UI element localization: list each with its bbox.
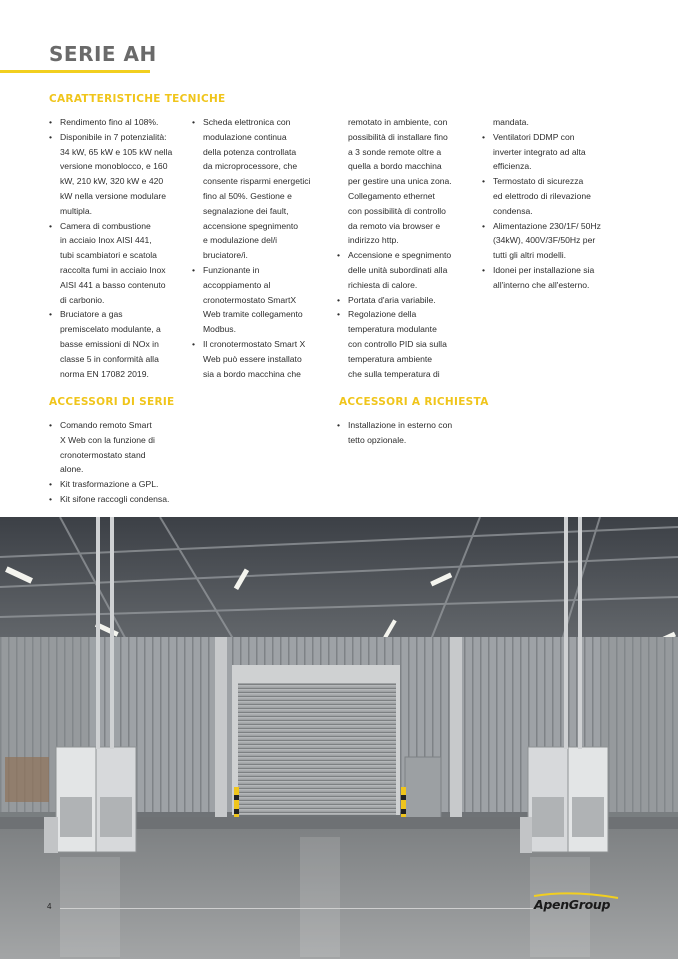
- tech-column-2: [192, 115, 342, 381]
- bullet-list: [49, 115, 189, 381]
- text-line: consente risparmi energetici: [203, 176, 311, 187]
- tech-column-1: [49, 115, 189, 381]
- text-line: Collegamento ethernet: [348, 190, 435, 201]
- text-line: di carbonio.: [60, 294, 105, 305]
- list-item: [337, 418, 487, 448]
- footer-rule: [60, 908, 535, 909]
- optional-accessories-list: [337, 418, 487, 448]
- text-line: X Web con la funzione di: [60, 434, 155, 445]
- text-line: fino al 50%. Gestione e: [203, 190, 292, 201]
- list-item: [482, 219, 632, 263]
- text-line: basse emissioni di NOx in: [60, 338, 159, 349]
- page-number: 4: [47, 902, 52, 911]
- text-line: • Il cronotermostato Smart X: [203, 338, 306, 349]
- text-line: della potenza controllata: [203, 146, 297, 157]
- heading-technical: CARATTERISTICHE TECNICHE: [49, 93, 226, 105]
- text-line: • Funzionante in: [203, 264, 260, 275]
- text-line: quella a bordo macchina: [348, 161, 442, 172]
- text-line: da remoto via browser e: [348, 220, 441, 231]
- text-line: Web può essere installato: [203, 353, 302, 364]
- bullet-list: [49, 418, 199, 507]
- bullet-list: [482, 130, 632, 293]
- text-line: raccolta fumi in acciaio Inox: [60, 264, 166, 275]
- text-line: accensione spegnimento: [203, 220, 299, 231]
- text-line: segnalazione dei fault,: [203, 205, 289, 216]
- text-line: cronotermostato stand: [60, 449, 146, 460]
- list-item: [192, 115, 342, 263]
- text-line: • Alimentazione 230/1F/ 50Hz: [493, 220, 601, 231]
- list-item: [337, 248, 487, 292]
- text-line: accoppiamento al: [203, 279, 271, 290]
- text-line: tutti gli altri modelli.: [493, 250, 567, 261]
- text-line: Web tramite collegamento: [203, 309, 303, 320]
- text-line: bruciatore/i.: [203, 250, 248, 261]
- list-item: [49, 418, 199, 477]
- text-line: • Comando remoto Smart: [60, 420, 152, 430]
- list-item: [49, 477, 199, 492]
- page-title: SERIE AH: [49, 42, 157, 66]
- text-line: temperatura modulante: [348, 324, 437, 335]
- text-line: • Ventilatori DDMP con: [493, 131, 575, 142]
- text-line: • Camera di combustione: [60, 220, 151, 231]
- list-item: [192, 263, 342, 337]
- text-line: • Portata d'aria variabile.: [348, 294, 436, 305]
- text-line: con controllo PID sia sulla: [348, 338, 447, 349]
- continued-text: [337, 115, 487, 248]
- list-item: [337, 307, 487, 381]
- text-line: 34 kW, 65 kW e 105 kW nella: [60, 146, 173, 157]
- text-line: modulazione continua: [203, 131, 287, 142]
- text-line: • Regolazione della: [348, 309, 417, 320]
- list-item: [337, 293, 487, 308]
- text-line: • Rendimento fino al 108%.: [60, 117, 159, 127]
- heading-standard-accessories: ACCESSORI DI SERIE: [49, 396, 175, 408]
- standard-accessories-list: [49, 418, 199, 507]
- text-line: • Installazione in esterno con: [348, 420, 453, 430]
- text-line: tetto opzionale.: [348, 434, 407, 445]
- text-line: kW, 210 kW, 320 kW e 420: [60, 176, 164, 187]
- title-underline: [0, 70, 150, 73]
- text-line: • Scheda elettronica con: [203, 117, 291, 127]
- text-line: remotato in ambiente, con: [348, 117, 448, 127]
- text-line: mandata.: [493, 117, 529, 127]
- list-item: [192, 337, 342, 381]
- text-line: • Kit trasformazione a GPL.: [60, 479, 159, 490]
- text-line: • Accensione e spegnimento: [348, 250, 452, 261]
- text-line: classe 5 in conformità alla: [60, 353, 159, 364]
- text-line: delle unità subordinati alla: [348, 264, 448, 275]
- bullet-list: [337, 418, 487, 448]
- text-line: kW nella versione modulare: [60, 190, 167, 201]
- text-line: a 3 sonde remote oltre a: [348, 146, 442, 157]
- text-line: temperatura ambiente: [348, 353, 433, 364]
- brand-logo-text: ApenGroup: [534, 897, 611, 912]
- text-line: alone.: [60, 464, 84, 475]
- list-item: [482, 130, 632, 174]
- text-line: indirizzo http.: [348, 235, 399, 246]
- text-line: ed elettrodo di rilevazione: [493, 190, 591, 201]
- text-line: (34kW), 400V/3F/50Hz per: [493, 235, 596, 246]
- text-line: cronotermostato SmartX: [203, 294, 297, 305]
- list-item: [49, 307, 189, 381]
- tech-column-3: [337, 115, 487, 381]
- bullet-list: [337, 248, 487, 381]
- text-line: • Bruciatore a gas: [60, 309, 123, 320]
- text-line: condensa.: [493, 205, 533, 216]
- list-item: [49, 492, 199, 507]
- text-line: richiesta di calore.: [348, 279, 418, 290]
- text-line: che sulla temperatura di: [348, 368, 440, 379]
- list-item: [49, 219, 189, 308]
- bullet-list: [192, 115, 342, 381]
- text-line: per gestire una unica zona.: [348, 176, 452, 187]
- list-item: [49, 115, 189, 130]
- text-line: versione monoblocco, e 160: [60, 161, 168, 172]
- text-line: norma EN 17082 2019.: [60, 368, 149, 379]
- brand-logo: [532, 892, 622, 918]
- text-line: Modbus.: [203, 324, 236, 335]
- text-line: con possibilità di controllo: [348, 205, 446, 216]
- text-line: premiscelato modulante, a: [60, 324, 161, 335]
- text-line: tubi scambiatori e scatola: [60, 250, 157, 261]
- text-line: efficienza.: [493, 161, 532, 172]
- text-line: multipla.: [60, 205, 92, 216]
- text-line: • Idonei per installazione sia: [493, 264, 595, 275]
- list-item: [482, 263, 632, 293]
- text-line: • Kit sifone raccogli condensa.: [60, 493, 170, 504]
- text-line: AISI 441 a basso contenuto: [60, 279, 166, 290]
- text-line: • Disponibile in 7 potenzialità:: [60, 131, 167, 142]
- tech-column-4: [482, 115, 632, 293]
- text-line: da microprocessore, che: [203, 161, 298, 172]
- heading-optional-accessories: ACCESSORI A RICHIESTA: [339, 396, 489, 408]
- text-line: e modulazione del/i: [203, 235, 278, 246]
- text-line: all'interno che all'esterno.: [493, 279, 590, 290]
- list-item: [49, 130, 189, 219]
- list-item: [482, 174, 632, 218]
- text-line: • Termostato di sicurezza: [493, 176, 584, 187]
- text-line: in acciaio Inox AISI 441,: [60, 235, 152, 246]
- text-line: sia a bordo macchina che: [203, 368, 301, 379]
- text-line: inverter integrato ad alta: [493, 146, 586, 157]
- text-line: possibilità di installare fino: [348, 131, 448, 142]
- continued-text: [482, 115, 632, 130]
